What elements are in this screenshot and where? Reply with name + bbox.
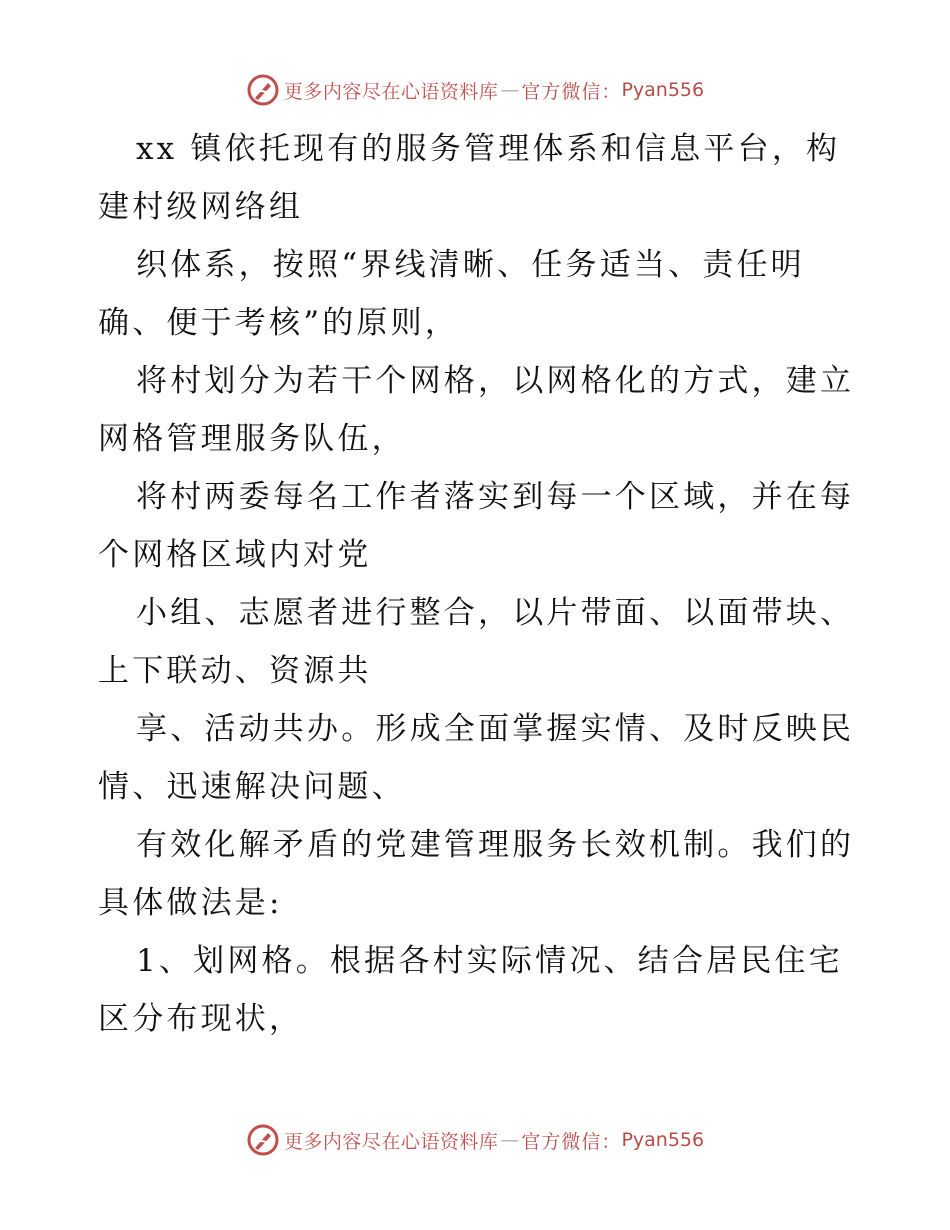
- paragraph: 有效化解矛盾的党建管理服务长效机制。我们的具体做法是:: [98, 827, 855, 921]
- paragraph: 织体系，按照“界线清晰、任务适当、责任明确、便于考核”的原则，: [98, 247, 805, 341]
- watermark-wechat-label: 官方微信：: [521, 80, 622, 103]
- watermark-dash: —: [500, 1129, 520, 1151]
- paragraph: 将村两委每名工作者落实到每一个区域，并在每个网格区域内对党: [98, 479, 855, 573]
- document-body: [98, 120, 858, 1048]
- watermark-wechat-id: Pyan556: [621, 1129, 705, 1151]
- watermark-wechat-id: Pyan556: [621, 79, 705, 101]
- watermark-main-text: 更多内容尽在心语资料库: [283, 1130, 499, 1153]
- watermark-dash: —: [500, 79, 520, 101]
- paragraph: 享、活动共办。形成全面掌握实情、及时反映民情、迅速解决问题、: [98, 711, 855, 805]
- footer-watermark: [0, 1120, 950, 1160]
- paragraph: 小组、志愿者进行整合，以片带面、以面带块、上下联动、资源共: [98, 595, 855, 689]
- watermark-wechat-label: 官方微信：: [521, 1130, 622, 1153]
- pen-logo-icon: [246, 73, 280, 107]
- pen-logo-icon: [246, 1123, 280, 1157]
- header-watermark: [0, 70, 950, 110]
- paragraph: xx 镇依托现有的服务管理体系和信息平台，构建村级网络组: [98, 131, 841, 225]
- paragraph: 1、划网格。根据各村实际情况、结合居民住宅区分布现状，: [98, 943, 843, 1037]
- watermark-main-text: 更多内容尽在心语资料库: [283, 80, 499, 103]
- paragraph: 将村划分为若干个网格，以网格化的方式，建立网格管理服务队伍，: [98, 363, 855, 457]
